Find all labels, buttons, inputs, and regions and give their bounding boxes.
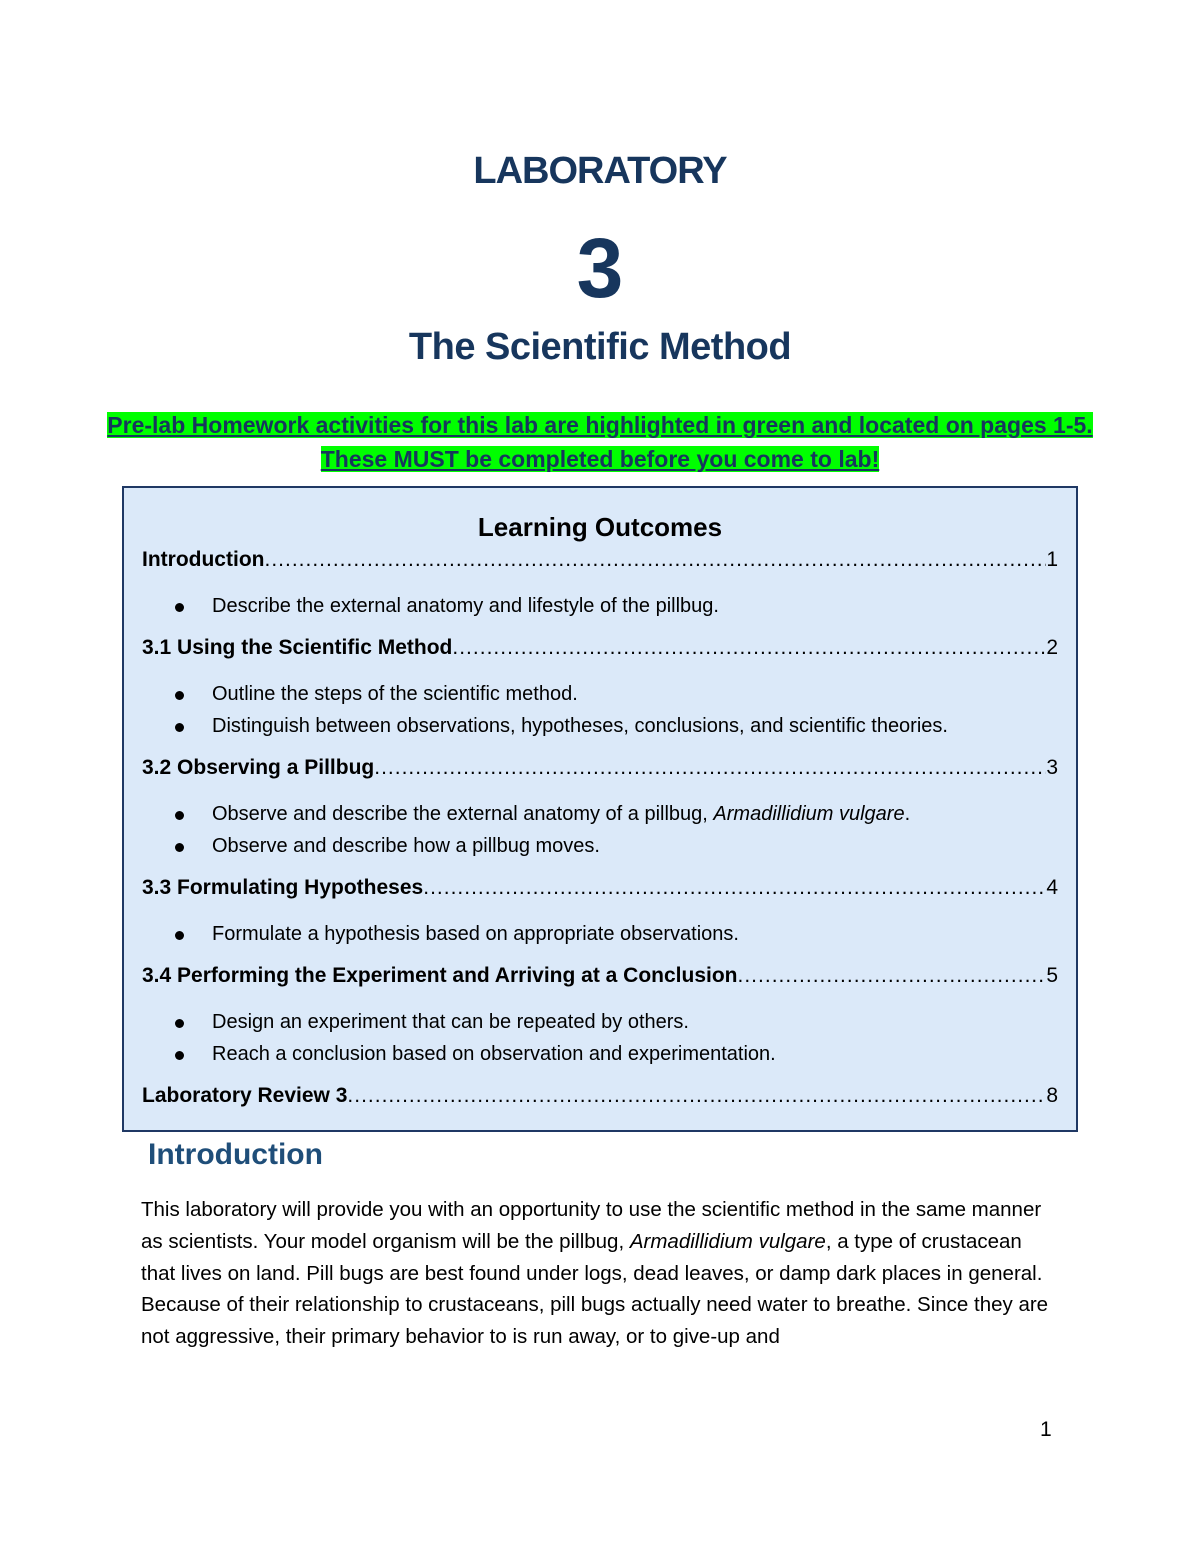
outcome-item: Formulate a hypothesis based on appropriate observations. [142, 918, 1058, 950]
introduction-paragraph [141, 1194, 1061, 1353]
toc-entry-3-4 [142, 964, 1058, 994]
toc-page-number: 2 [1046, 636, 1058, 659]
toc-entry-3-1 [142, 636, 1058, 666]
lab-label: LABORATORY [473, 150, 727, 192]
toc-entry-label: 3.4 Performing the Experiment and Arriving at a Conclusion [142, 964, 738, 987]
toc-leader-dots [452, 636, 1046, 660]
outcome-item: Outline the steps of the scientific method. [142, 678, 1058, 710]
toc-page-number: 4 [1046, 876, 1058, 899]
toc-leader-dots [423, 876, 1046, 900]
toc-entry-label: 3.1 Using the Scientific Method [142, 636, 453, 659]
outcome-list [142, 678, 1058, 742]
outcome-item: Distinguish between observations, hypotheses, conclusions, and scientific theories. [142, 710, 1058, 742]
outcome-item: Observe and describe how a pillbug moves. [142, 830, 1058, 862]
outcome-list [142, 1006, 1058, 1070]
toc-entry-label: 3.3 Formulating Hypotheses [142, 876, 424, 899]
lab-number: 3 [576, 221, 624, 315]
toc-entry-label: Introduction [142, 548, 265, 571]
toc-entry-label: Laboratory Review 3 [142, 1084, 348, 1107]
outcome-text: Observe and describe the external anatomy of a pillbug, [212, 803, 714, 825]
outcome-list [142, 798, 1058, 862]
toc-leader-dots [738, 964, 1047, 988]
lab-title: The Scientific Method [408, 326, 792, 368]
page-number: 1 [1040, 1418, 1052, 1441]
toc-page-number: 1 [1046, 548, 1058, 571]
toc-entry-introduction [142, 548, 1058, 578]
learning-outcomes-box [122, 486, 1078, 1132]
outcome-item: Design an experiment that can be repeated by others. [142, 1006, 1058, 1038]
learning-outcomes-title: Learning Outcomes [477, 512, 723, 542]
outcome-item: Reach a conclusion based on observation and experimentation. [142, 1038, 1058, 1070]
toc-entry-3-2 [142, 756, 1058, 786]
species-name: Armadillidium vulgare [629, 1229, 826, 1253]
toc-page-number: 5 [1046, 964, 1058, 987]
species-name: Armadillidium vulgare [713, 803, 905, 825]
toc-page-number: 3 [1046, 756, 1058, 779]
outcome-text-end: . [904, 803, 911, 825]
toc-leader-dots [264, 548, 1046, 572]
toc-leader-dots [374, 756, 1046, 780]
outcome-item [142, 798, 1058, 830]
toc-page-number: 8 [1046, 1084, 1058, 1107]
outcome-list [142, 918, 1058, 950]
toc-entry-laboratory-review [142, 1084, 1058, 1114]
outcome-item: Describe the external anatomy and lifestyle of the pillbug. [142, 590, 1058, 622]
intro-text-start: This laboratory will provide you with an opportunity to use the scientific method in the same manner as scientists. Your model organism will be the pillbug, [141, 1198, 1042, 1253]
outcomes-toc [142, 548, 1058, 1114]
prelab-notice [100, 408, 1100, 476]
toc-entry-label: 3.2 Observing a Pillbug [142, 756, 375, 779]
toc-leader-dots [347, 1084, 1046, 1108]
intro-text-rest: , a type of crustacean that lives on land. Pill bugs are best found under logs, dead leaves, or damp dark places in general. Because of their relationship to crustaceans, pill bugs actually need water to breathe. Since they are not aggressive, their primary behavior to is run away, or to give-up and [141, 1229, 1049, 1349]
outcome-list [142, 590, 1058, 622]
toc-entry-3-3 [142, 876, 1058, 906]
introduction-heading: Introduction [148, 1138, 323, 1171]
prelab-notice-text: Pre-lab Homework activities for this lab are highlighted in green and located on pages 1-5. These MUST be completed before you come to lab! [107, 412, 1093, 472]
